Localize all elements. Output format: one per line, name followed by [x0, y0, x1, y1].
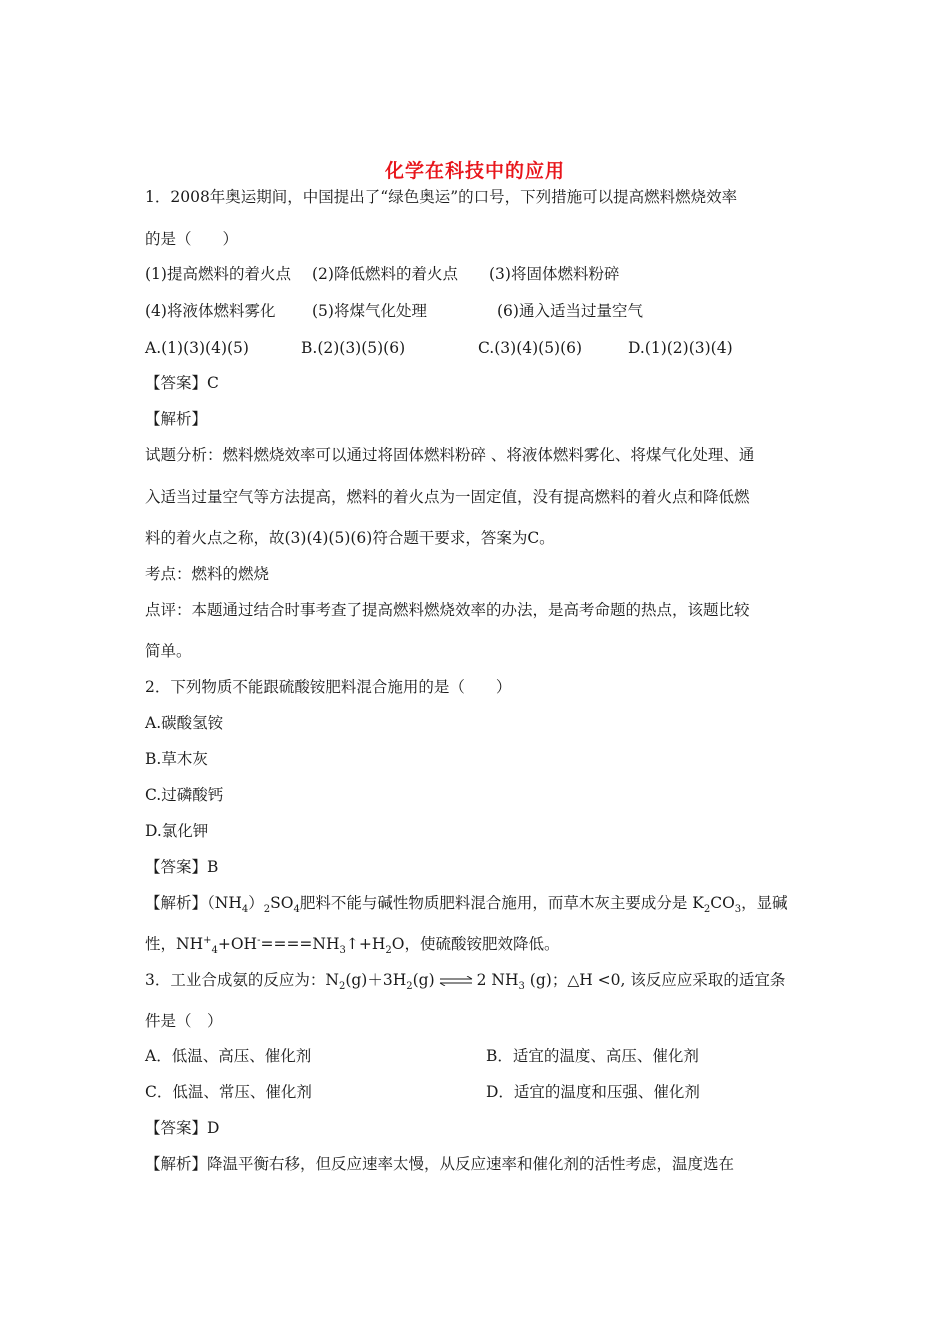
q2-option-b: B.草木灰 — [145, 750, 208, 768]
q3-answer: 【答案】D — [145, 1119, 220, 1137]
q3-analysis-label: 【解析】 — [145, 1155, 208, 1173]
q2-option-d: D.氯化钾 — [145, 822, 209, 840]
q1-stem-line-2: 的是（ ） — [145, 230, 239, 248]
q1-analysis-line-3: 料的着火点之称，故(3)(4)(5)(6)符合题干要求，答案为C。 — [145, 529, 555, 547]
q2-analysis-line-1: 【解析】$(NH_4)_2SO_4$肥料不能与碱性物质肥料混合施用，而草木灰主要成分是 $K_2CO_3$，显碱 — [145, 894, 788, 916]
q3-stem-line-2: 件是（ ） — [145, 1012, 223, 1030]
q1-dianping-line-2: 简单。 — [145, 642, 192, 660]
page-title: 化学在科技中的应用 — [384, 160, 565, 182]
q1-option-b: B.(2)(3)(5)(6) — [301, 339, 406, 357]
reversible-arrow-icon — [439, 976, 473, 986]
q2-answer: 【答案】B — [145, 858, 219, 876]
q3-option-c: C．低温、常压、催化剂 — [145, 1083, 312, 1101]
q2-option-c: C.过磷酸钙 — [145, 786, 224, 804]
q1-analysis-line-2: 入适当过量空气等方法提高，燃料的着火点为一固定值，没有提高燃料的着火点和降低燃 — [145, 488, 750, 506]
q3-option-d: D．适宜的温度和压强、催化剂 — [486, 1083, 700, 1101]
q3-option-b: B．适宜的温度、高压、催化剂 — [486, 1047, 699, 1065]
q1-option-c: C.(3)(4)(5)(6) — [478, 339, 583, 357]
q1-item-2: (2)降低燃料的着火点 — [312, 265, 458, 283]
q1-analysis-label: 【解析】 — [145, 410, 208, 428]
q2-analysis-line-2: 性，$NH^+_4+OH^-====NH_3↑+H_2O$，使硫酸铵肥效降低。 — [145, 934, 560, 957]
q1-item-5: (5)将煤气化处理 — [312, 302, 427, 320]
q2-stem: 2．下列物质不能跟硫酸铵肥料混合施用的是（ ） — [145, 678, 512, 696]
q1-item-4: (4)将液体燃料雾化 — [145, 302, 276, 320]
q1-kaodian: 考点：燃料的燃烧 — [145, 565, 270, 583]
q3-stem-line-1: 3．工业合成氨的反应为：$N_2(g)+3H_2(g)$ 2 $NH_3$ (g)；△H <0, 该反应应采取的适宜条 — [145, 971, 786, 993]
q1-analysis-line-1: 试题分析：燃料燃烧效率可以通过将固体燃料粉碎 、将液体燃料雾化、将煤气化处理、通 — [145, 446, 755, 464]
q3-analysis-line-1: 【解析】降温平衡右移，但反应速率太慢，从反应速率和催化剂的活性考虑，温度选在 — [145, 1155, 735, 1173]
q1-item-1: (1)提高燃料的着火点 — [145, 265, 291, 283]
q1-dianping-line-1: 点评：本题通过结合时事考查了提高燃料燃烧效率的办法，是高考命题的热点，该题比较 — [145, 601, 750, 619]
q1-item-3: (3)将固体燃料粉碎 — [489, 265, 620, 283]
q1-option-a: A.(1)(3)(4)(5) — [145, 339, 249, 357]
q1-stem-line-1: 1．2008年奥运期间，中国提出了“绿色奥运”的口号，下列措施可以提高燃料燃烧效率 — [145, 188, 738, 206]
q1-answer: 【答案】C — [145, 374, 219, 392]
q3-option-a: A．低温、高压、催化剂 — [145, 1047, 312, 1065]
q1-option-d: D.(1)(2)(3)(4) — [628, 339, 733, 357]
q1-item-6: (6)通入适当过量空气 — [497, 302, 643, 320]
q2-analysis-label: 【解析】 — [145, 894, 208, 912]
q2-option-a: A.碳酸氢铵 — [145, 714, 224, 732]
